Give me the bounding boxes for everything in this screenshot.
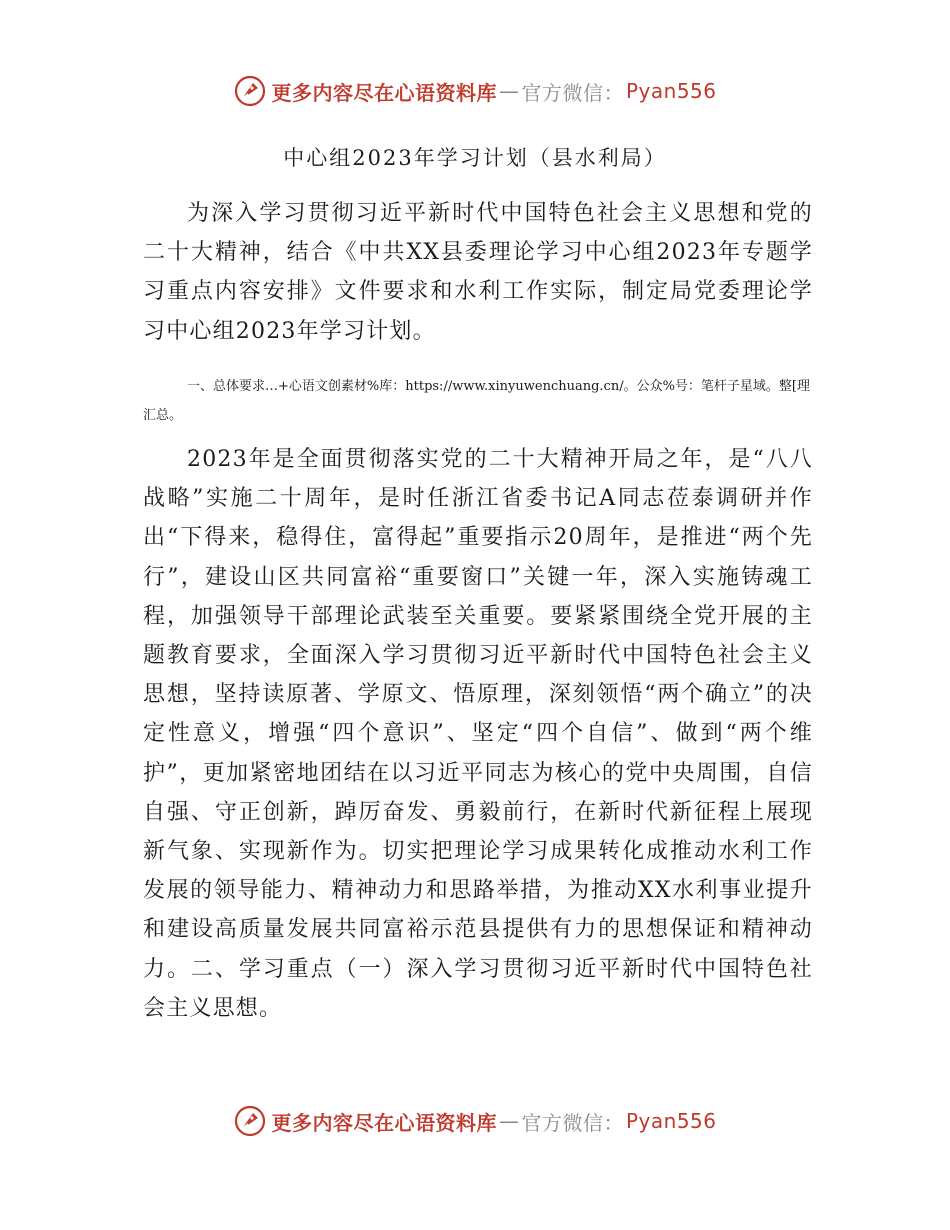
pen-nib-logo-icon [233,1104,267,1138]
banner-brand-text: 更多内容尽在心语资料库 [271,80,497,105]
document-title: 中心组2023年学习计划（县水利局） [283,146,667,170]
footer-wechat-label: 官方微信： [521,1110,624,1135]
body-paragraph: 2023年是全面贯彻落实党的二十大精神开局之年，是“八八战略”实施二十周年，是时任浙江省委书记A同志莅泰调研并作出“下得来，稳得住，富得起”重要指示20周年，是推进“两个先行”，建设山区共同富裕“重要窗口”关键一年，深入实施铸魂工程，加强领导干部理论武装至关重要。要紧紧围绕全党开展的主题教育要求，全面深入学习贯彻习近平新时代中国特色社会主义思想，坚持读原著、学原文、悟原理，深刻领悟“两个确立”的决定性意义，增强“四个意识”、坚定“四个自信”、做到“两个维护”，更加紧密地团结在以习近平同志为核心的党中央周围，自信自强、守正创新，踔厉奋发、勇毅前行，在新时代新征程上展现新气象、实现新作为。切实把理论学习成果转化成推动水利工作发展的领导能力、精神动力和思路举措，为推动XX水利事业提升和建设高质量发展共同富裕示范县提供有力的思想保证和精神动力。二、学习重点（一）深入学习贯彻习近平新时代中国特色社会主义思想。 [143,447,813,1021]
banner-wechat-label: 官方微信： [521,80,624,105]
section-note: 一、总体要求…+心语文创素材%库：https://www.xinyuwenchuang.cn/。公众%号：笔杆子星域。整[理汇总。 [143,379,811,423]
banner-wechat-id: Pyan556 [625,79,717,103]
header-banner [0,71,950,111]
footer-banner [0,1101,950,1141]
footer-wechat-id: Pyan556 [625,1109,717,1133]
footer-brand-text: 更多内容尽在心语资料库 [271,1110,497,1135]
intro-paragraph: 为深入学习贯彻习近平新时代中国特色社会主义思想和党的二十大精神，结合《中共XX县委理论学习中心组2023年专题学习重点内容安排》文件要求和水利工作实际，制定局党委理论学习中心组2023年学习计划。 [143,201,813,344]
banner-separator: — [498,79,520,103]
footer-separator: — [498,1109,520,1133]
pen-nib-logo-icon [233,74,267,108]
